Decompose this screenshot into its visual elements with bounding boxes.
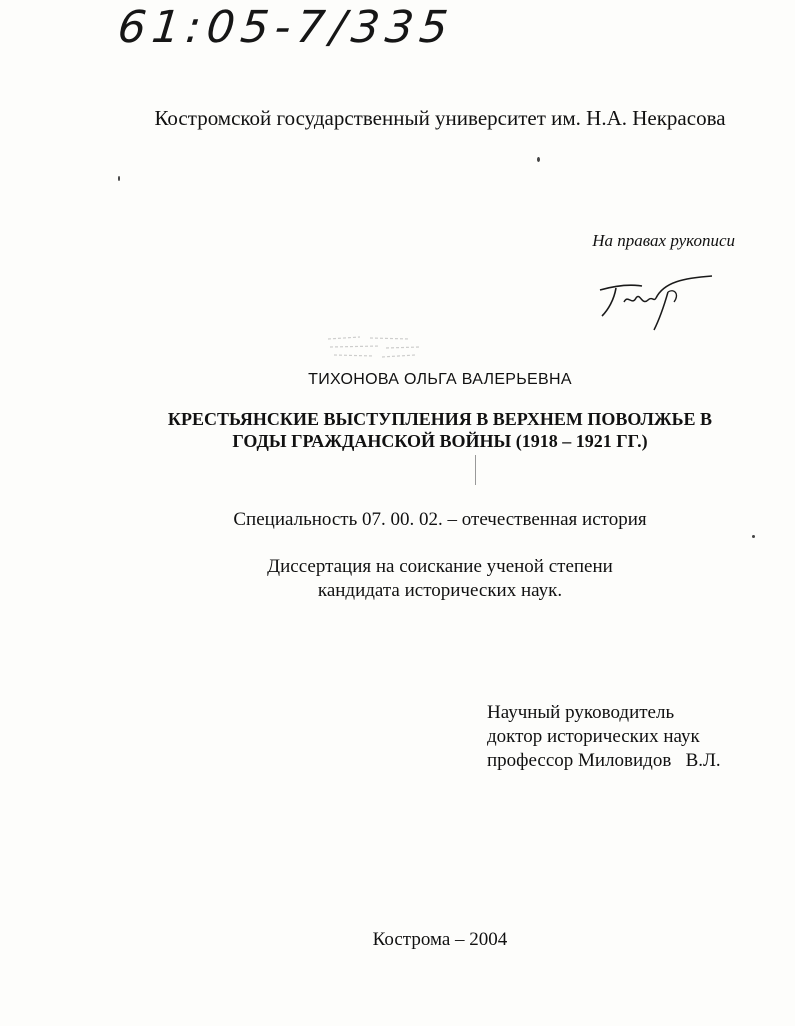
title-line-2: ГОДЫ ГРАЖДАНСКОЙ ВОЙНЫ (1918 – 1921 ГГ.) xyxy=(232,431,648,451)
author-name: ТИХОНОВА ОЛЬГА ВАЛЕРЬЕВНА xyxy=(308,371,572,388)
rights-note: На правах рукописи xyxy=(592,231,735,250)
title-line-1: КРЕСТЬЯНСКИЕ ВЫСТУПЛЕНИЯ В ВЕРХНЕМ ПОВОЛЖЬЕ В xyxy=(167,409,713,429)
supervisor-line-1: Научный руководитель xyxy=(487,702,675,723)
faint-library-stamp xyxy=(320,333,430,363)
supervisor-line-2: доктор исторических наук xyxy=(487,726,700,747)
scan-speck xyxy=(752,535,755,538)
handwritten-signature xyxy=(594,272,724,337)
degree-statement xyxy=(0,555,795,603)
scan-speck xyxy=(118,176,120,181)
city-year: Кострома – 2004 xyxy=(372,929,508,950)
scan-speck xyxy=(537,157,540,162)
degree-line-1: Диссертация на соискание ученой степени xyxy=(267,556,613,577)
degree-line-2: кандидата исторических наук. xyxy=(317,580,563,601)
supervisor-line-3: профессор Миловидов В.Л. xyxy=(487,750,721,771)
supervisor-block xyxy=(487,701,721,773)
specialty-line: Специальность 07. 00. 02. – отечественная история xyxy=(233,509,647,530)
dissertation-title xyxy=(0,408,795,452)
scan-line-artifact xyxy=(475,455,476,485)
archive-number: 61:05-7/335 xyxy=(115,2,457,53)
university-name: Костромской государственный университет им. Н.А. Некрасова xyxy=(154,106,726,130)
